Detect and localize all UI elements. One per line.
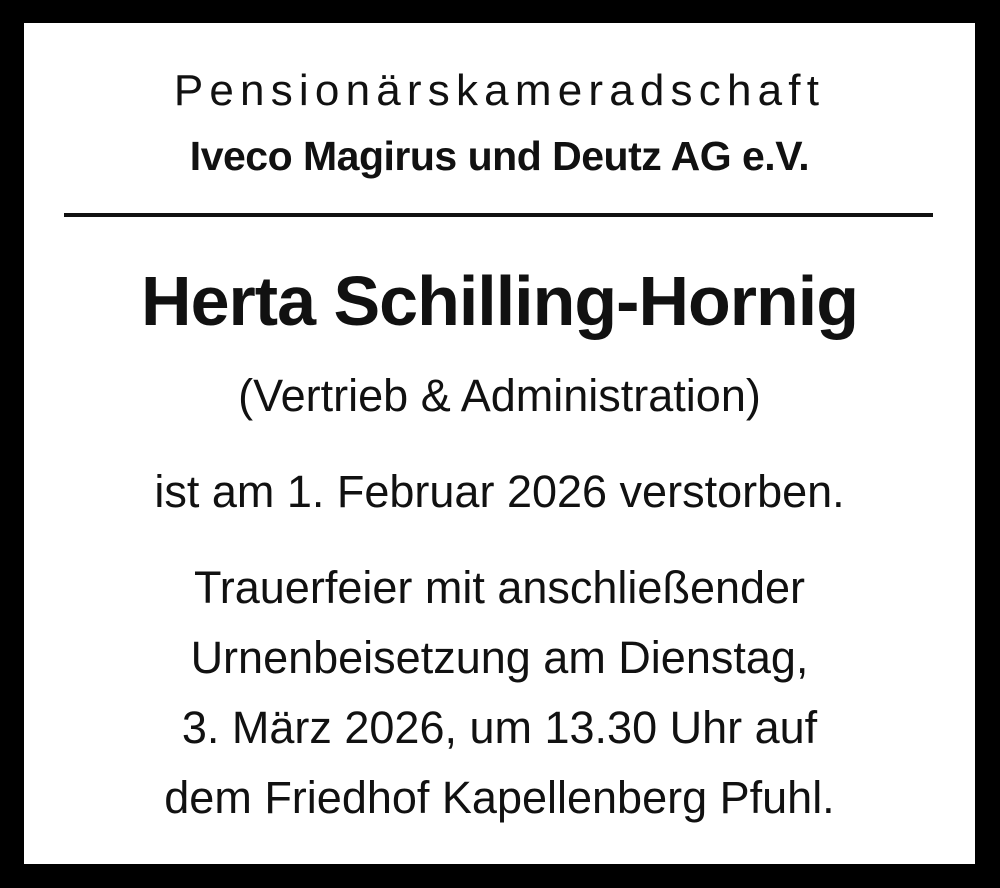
death-statement: ist am 1. Februar 2026 verstorben. (154, 466, 845, 517)
obituary-notice (24, 23, 975, 864)
service-details (24, 553, 975, 833)
service-line: Urnenbeisetzung am Dienstag, (190, 632, 809, 683)
service-line: 3. März 2026, um 13.30 Uhr auf (181, 702, 818, 753)
divider (64, 213, 933, 217)
organization-company: Iveco Magirus und Deutz AG e.V. (189, 133, 810, 179)
department: (Vertrieb & Administration) (238, 370, 761, 421)
organization-name: Pensionärskameradschaft (173, 66, 826, 115)
service-line: dem Friedhof Kapellenberg Pfuhl. (164, 772, 835, 823)
deceased-name: Herta Schilling-Hornig (141, 262, 858, 340)
service-line: Trauerfeier mit anschließender (193, 562, 806, 613)
